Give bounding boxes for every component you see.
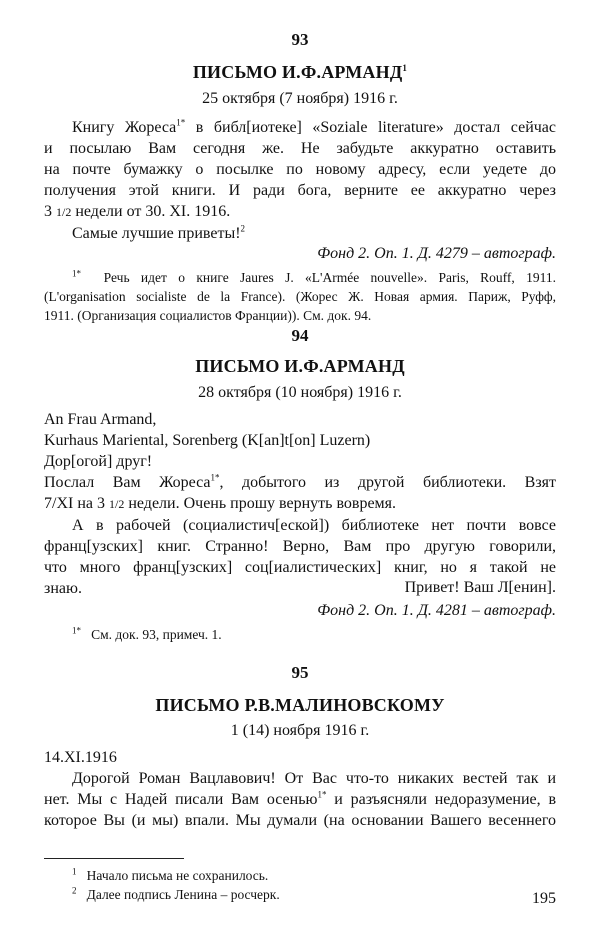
doc93-footnote-line-1-text: Речь идет о книге Jaures J. «L'Armée nouvelle». Paris, Rouff, 1911. [103, 270, 557, 285]
doc94-signature: Привет! Ваш Л[енин]. [404, 579, 556, 596]
doc94-footnote-text: См. док. 93, примеч. 1. [91, 627, 222, 642]
doc93-line-1-text: Книгу Жореса [72, 119, 177, 136]
doc93-greeting [44, 223, 556, 244]
doc94-address-1: An Frau Armand, [44, 411, 157, 428]
doc94-para2-line-1: А в рабочей (социалистич[еской]) библиотеке нет почти вовсе [72, 517, 556, 534]
doc95-line-2-text: нет. Мы с Надей писали Вам осенью [44, 791, 318, 808]
doc94-footnote-line [44, 625, 556, 644]
doc94-para1-line-2 [44, 493, 556, 515]
page-footnote-1-text: Начало письма не сохранилось. [86, 868, 269, 883]
doc93-title-sup: 1 [402, 63, 408, 73]
doc94-para1-frac: 1/2 [109, 497, 125, 511]
doc93-line-4: получения этой книги. И ради бога, верните ее аккуратно через [44, 182, 556, 199]
doc93-number: 93 [291, 30, 309, 49]
doc93-line-5-rest: недели от 30. XI. 1916. [71, 203, 231, 220]
doc94-archive: Фонд 2. Оп. 1. Д. 4281 – автограф. [317, 602, 556, 619]
doc93-line-1-rest: в библ[иотеке] «Soziale literature» достал сейчас [185, 119, 557, 136]
doc93-date: 25 октября (7 ноября) 1916 г. [202, 90, 398, 107]
doc95-line-2-rest: и разъясняли недоразумение, в [326, 791, 556, 808]
doc94-title: ПИСЬМО И.Ф.АРМАНД [195, 356, 405, 376]
doc95-date: 1 (14) ноября 1916 г. [230, 722, 370, 739]
doc93-line-5-text: 3 [44, 203, 56, 220]
doc94-para1-line-2-text: 7/XI на 3 [44, 495, 109, 512]
doc94-footnote-mark: 1* [72, 625, 81, 636]
doc94-footnote [44, 625, 556, 644]
doc95-line-1: Дорогой Роман Вацлавович! От Вас что-то никаких вестей так и [72, 770, 556, 787]
doc94-para1-sup: 1* [210, 472, 220, 483]
doc95-line-3: которое Вы (и мы) впали. Мы думали (на основании Вашего весеннего [44, 812, 556, 829]
doc95-dateline: 14.XI.1916 [44, 749, 117, 766]
doc93-footnote [44, 268, 556, 325]
doc93-line-1-sup: 1* [176, 117, 186, 128]
doc95-title: ПИСЬМО Р.В.МАЛИНОВСКОМУ [155, 695, 445, 715]
doc94-para1-line-1-text: Послал Вам Жореса [44, 474, 211, 491]
page-footnote-1 [44, 866, 556, 885]
doc95-line-2 [44, 789, 556, 810]
doc93-footnote-line-1 [44, 268, 556, 287]
doc93-line-1 [44, 117, 556, 138]
doc94-salutation: Дор[огой] друг! [44, 453, 153, 470]
doc94-para1-line-1-rest: , добытого из другой библиотеки. Взят [219, 474, 556, 491]
doc94-date: 28 октября (10 ноября) 1916 г. [198, 384, 402, 401]
doc93-greeting-text: Самые лучшие приветы! [72, 225, 241, 242]
doc93-title [0, 62, 600, 83]
doc93-line-3: на почте бумажку о посылке по новому адресу, если уедете до [44, 161, 556, 178]
doc94-para1-line-2-rest: недели. Очень прошу вернуть вовремя. [124, 495, 397, 512]
doc95-line-2-sup: 1* [317, 789, 327, 800]
doc93-body [44, 117, 556, 244]
doc94-body [44, 409, 556, 599]
page-number: 195 [532, 890, 556, 907]
doc94-para2-line-2: франц[узских] книг. Странно! Верно, Вам про другую говорили, [44, 538, 556, 555]
doc94-para2-line-3: что много франц[узских] соц[иалистических] книг, но я такой не [44, 559, 556, 576]
page-footnotes [44, 866, 556, 904]
doc93-footnote-line-3: 1911. (Организация социалистов Франции)). См. док. 94. [44, 308, 372, 323]
doc93-footnote-mark: 1* [72, 268, 81, 279]
doc93-line-5-frac: 1/2 [56, 205, 72, 219]
doc93-greeting-sup: 2 [240, 223, 246, 234]
doc95-number: 95 [291, 663, 309, 682]
doc94-address-2: Kurhaus Mariental, Sorenberg (K[an]t[on] Luzern) [44, 432, 371, 449]
footnote-divider [44, 858, 184, 859]
page-footnote-2-text: Далее подпись Ленина – росчерк. [86, 887, 280, 902]
doc93-footnote-line-2: (L'organisation socialiste de la France). (Жорес Ж. Новая армия. Париж, Руфф, [44, 289, 556, 304]
page-footnote-2-mark: 2 [72, 885, 77, 896]
page-footnote-2 [44, 885, 556, 904]
doc94-number: 94 [291, 326, 309, 345]
page-footnote-1-mark: 1 [72, 866, 77, 877]
doc95-body [44, 747, 556, 831]
doc94-para1-line-1 [44, 472, 556, 493]
doc93-title-text: ПИСЬМО И.Ф.АРМАНД [192, 62, 403, 82]
doc93-archive: Фонд 2. Оп. 1. Д. 4279 – автограф. [317, 245, 556, 262]
doc93-line-2: и посылаю Вам сегодня же. Не забудьте аккуратно оставить [44, 140, 556, 157]
doc94-para2-line-4: знаю. [44, 580, 82, 597]
doc93-line-5 [44, 201, 556, 223]
